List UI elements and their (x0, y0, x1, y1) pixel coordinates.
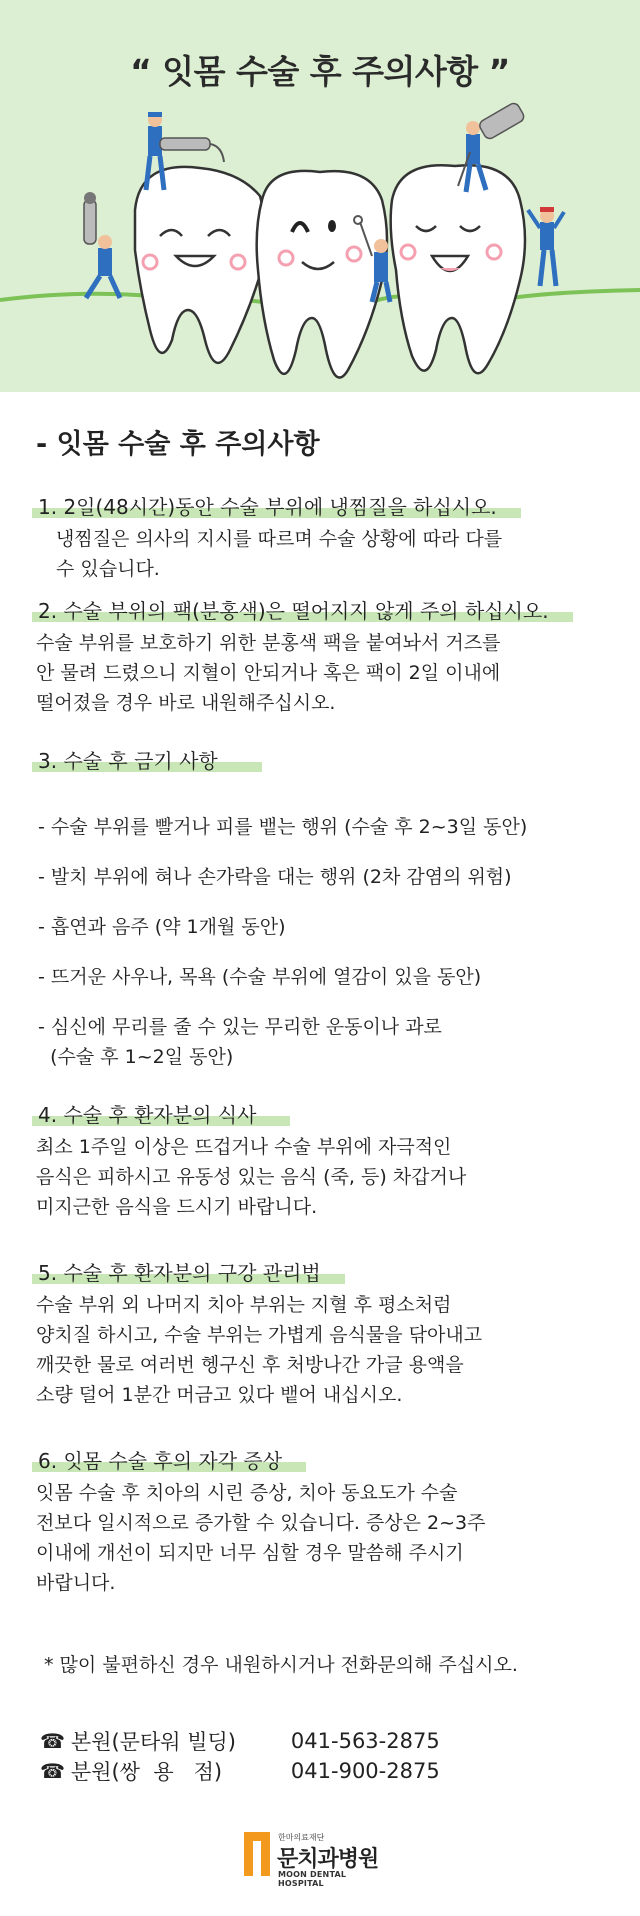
section-4-line-3: 미지근한 음식을 드시기 바랍니다. (36, 1196, 318, 1218)
tooth-left (135, 167, 266, 363)
hero-title: “ 잇몸 수술 후 주의사항 ” (130, 52, 510, 91)
section-6-heading: 6. 잇몸 수술 후의 자각 증상 (36, 1446, 286, 1476)
section-4 (36, 1100, 616, 1222)
logo-english: MOON DENTAL HOSPITAL (278, 1870, 347, 1888)
tooth-right (391, 165, 525, 373)
worker-figure-5 (528, 207, 564, 286)
section-6-line-2: 전보다 일시적으로 증가할 수 있습니다. 증상은 2~3주 (36, 1512, 486, 1534)
section-5-line-3: 깨끗한 물로 여러번 헹구신 후 처방나간 가글 용액을 (36, 1354, 464, 1376)
section-1-line-1: 냉찜질은 의사의 지시를 따르며 수술 상황에 따라 다를 (56, 528, 503, 550)
section-4-heading: 4. 수술 후 환자분의 식사 (36, 1100, 260, 1130)
section-1-line-2: 수 있습니다. (56, 558, 160, 580)
hero-banner (0, 0, 640, 392)
prohibition-item-5: - 심신에 무리를 줄 수 있는 무리한 운동이나 과로 (38, 1016, 442, 1038)
contact-main-label: 본원(문타워 빌딩) (70, 1730, 236, 1754)
prohibition-item-3: - 흡연과 음주 (약 1개월 동안) (38, 916, 286, 938)
section-1 (36, 492, 616, 584)
worker-figure-2 (84, 192, 120, 298)
section-2-heading: 2. 수술 부위의 팩(분홍색)은 떨어지지 않게 주의 하십시오. (36, 596, 553, 626)
section-5-body (36, 1290, 616, 1410)
contact-branch-number[interactable]: 041-900-2875 (290, 1759, 440, 1783)
section-5-heading: 5. 수술 후 환자분의 구강 관리법 (36, 1258, 325, 1288)
section-3 (36, 746, 616, 776)
section-6 (36, 1446, 616, 1598)
section-2-body (36, 628, 616, 718)
section-4-body (36, 1132, 616, 1222)
phone-icon: ☎ (40, 1759, 65, 1783)
prohibition-item-5-cont: (수술 후 1~2일 동안) (38, 1046, 234, 1068)
prohibition-item-2: - 발치 부위에 혀나 손가락을 대는 행위 (2차 감염의 위험) (38, 866, 512, 888)
tooth-middle (257, 171, 387, 378)
phone-icon: ☎ (40, 1729, 65, 1753)
content-area (0, 392, 640, 1916)
prohibition-item-4: - 뜨거운 사우나, 목욕 (수술 부위에 열감이 있을 동안) (38, 966, 482, 988)
main-title: - 잇몸 수술 후 주의사항 (36, 429, 320, 460)
contact-main-number[interactable]: 041-563-2875 (290, 1729, 440, 1753)
section-6-body (36, 1478, 616, 1598)
section-6-line-4: 바랍니다. (36, 1572, 116, 1594)
section-6-line-1: 잇몸 수술 후 치아의 시린 증상, 치아 동요도가 수술 (36, 1482, 458, 1504)
section-5 (36, 1258, 616, 1410)
contact-main (40, 1726, 440, 1756)
section-5-line-1: 수술 부위 외 나머지 치아 부위는 지혈 후 평소처럼 (36, 1294, 452, 1316)
teeth-illustration (0, 0, 640, 392)
section-1-heading: 1. 2일(48시간)동안 수술 부위에 냉찜질을 하십시오. (36, 492, 501, 522)
section-4-line-1: 최소 1주일 이상은 뜨겁거나 수술 부위에 자극적인 (36, 1136, 452, 1158)
section-2-line-1: 수술 부위를 보호하기 위한 분홍색 팩을 붙여놔서 거즈를 (36, 632, 501, 654)
section-2-line-3: 떨어졌을 경우 바로 내원해주십시오. (36, 692, 336, 714)
section-6-line-3: 이내에 개선이 되지만 너무 심할 경우 말씀해 주시기 (36, 1542, 464, 1564)
logo-foundation-text: 한마의료재단 (278, 1833, 325, 1842)
section-4-line-2: 음식은 피하시고 유동성 있는 음식 (죽, 등) 차갑거나 (36, 1166, 467, 1188)
section-5-line-2: 양치질 하시고, 수술 부위는 가볍게 음식물을 닦아내고 (36, 1324, 483, 1346)
section-1-body (36, 524, 616, 584)
contact-branch (40, 1756, 440, 1786)
logo-mark-icon (244, 1832, 270, 1876)
logo-name: 문치과병원 (277, 1847, 379, 1872)
contact-note: * 많이 불편하신 경우 내원하시거나 전화문의해 주십시오. (44, 1654, 518, 1676)
section-2 (36, 596, 616, 718)
section-2-line-2: 안 물려 드렸으니 지혈이 안되거나 혹은 팩이 2일 이내에 (36, 662, 501, 684)
contact-branch-label: 분원(쌍 용 점) (70, 1760, 223, 1784)
section-3-heading: 3. 수술 후 금기 사항 (36, 746, 222, 776)
hospital-logo (244, 1830, 394, 1888)
section-5-line-4: 소량 덜어 1분간 머금고 있다 뱉어 내십시오. (36, 1384, 403, 1406)
prohibition-item-1: - 수술 부위를 빨거나 피를 뱉는 행위 (수술 후 2~3일 동안) (38, 816, 528, 838)
